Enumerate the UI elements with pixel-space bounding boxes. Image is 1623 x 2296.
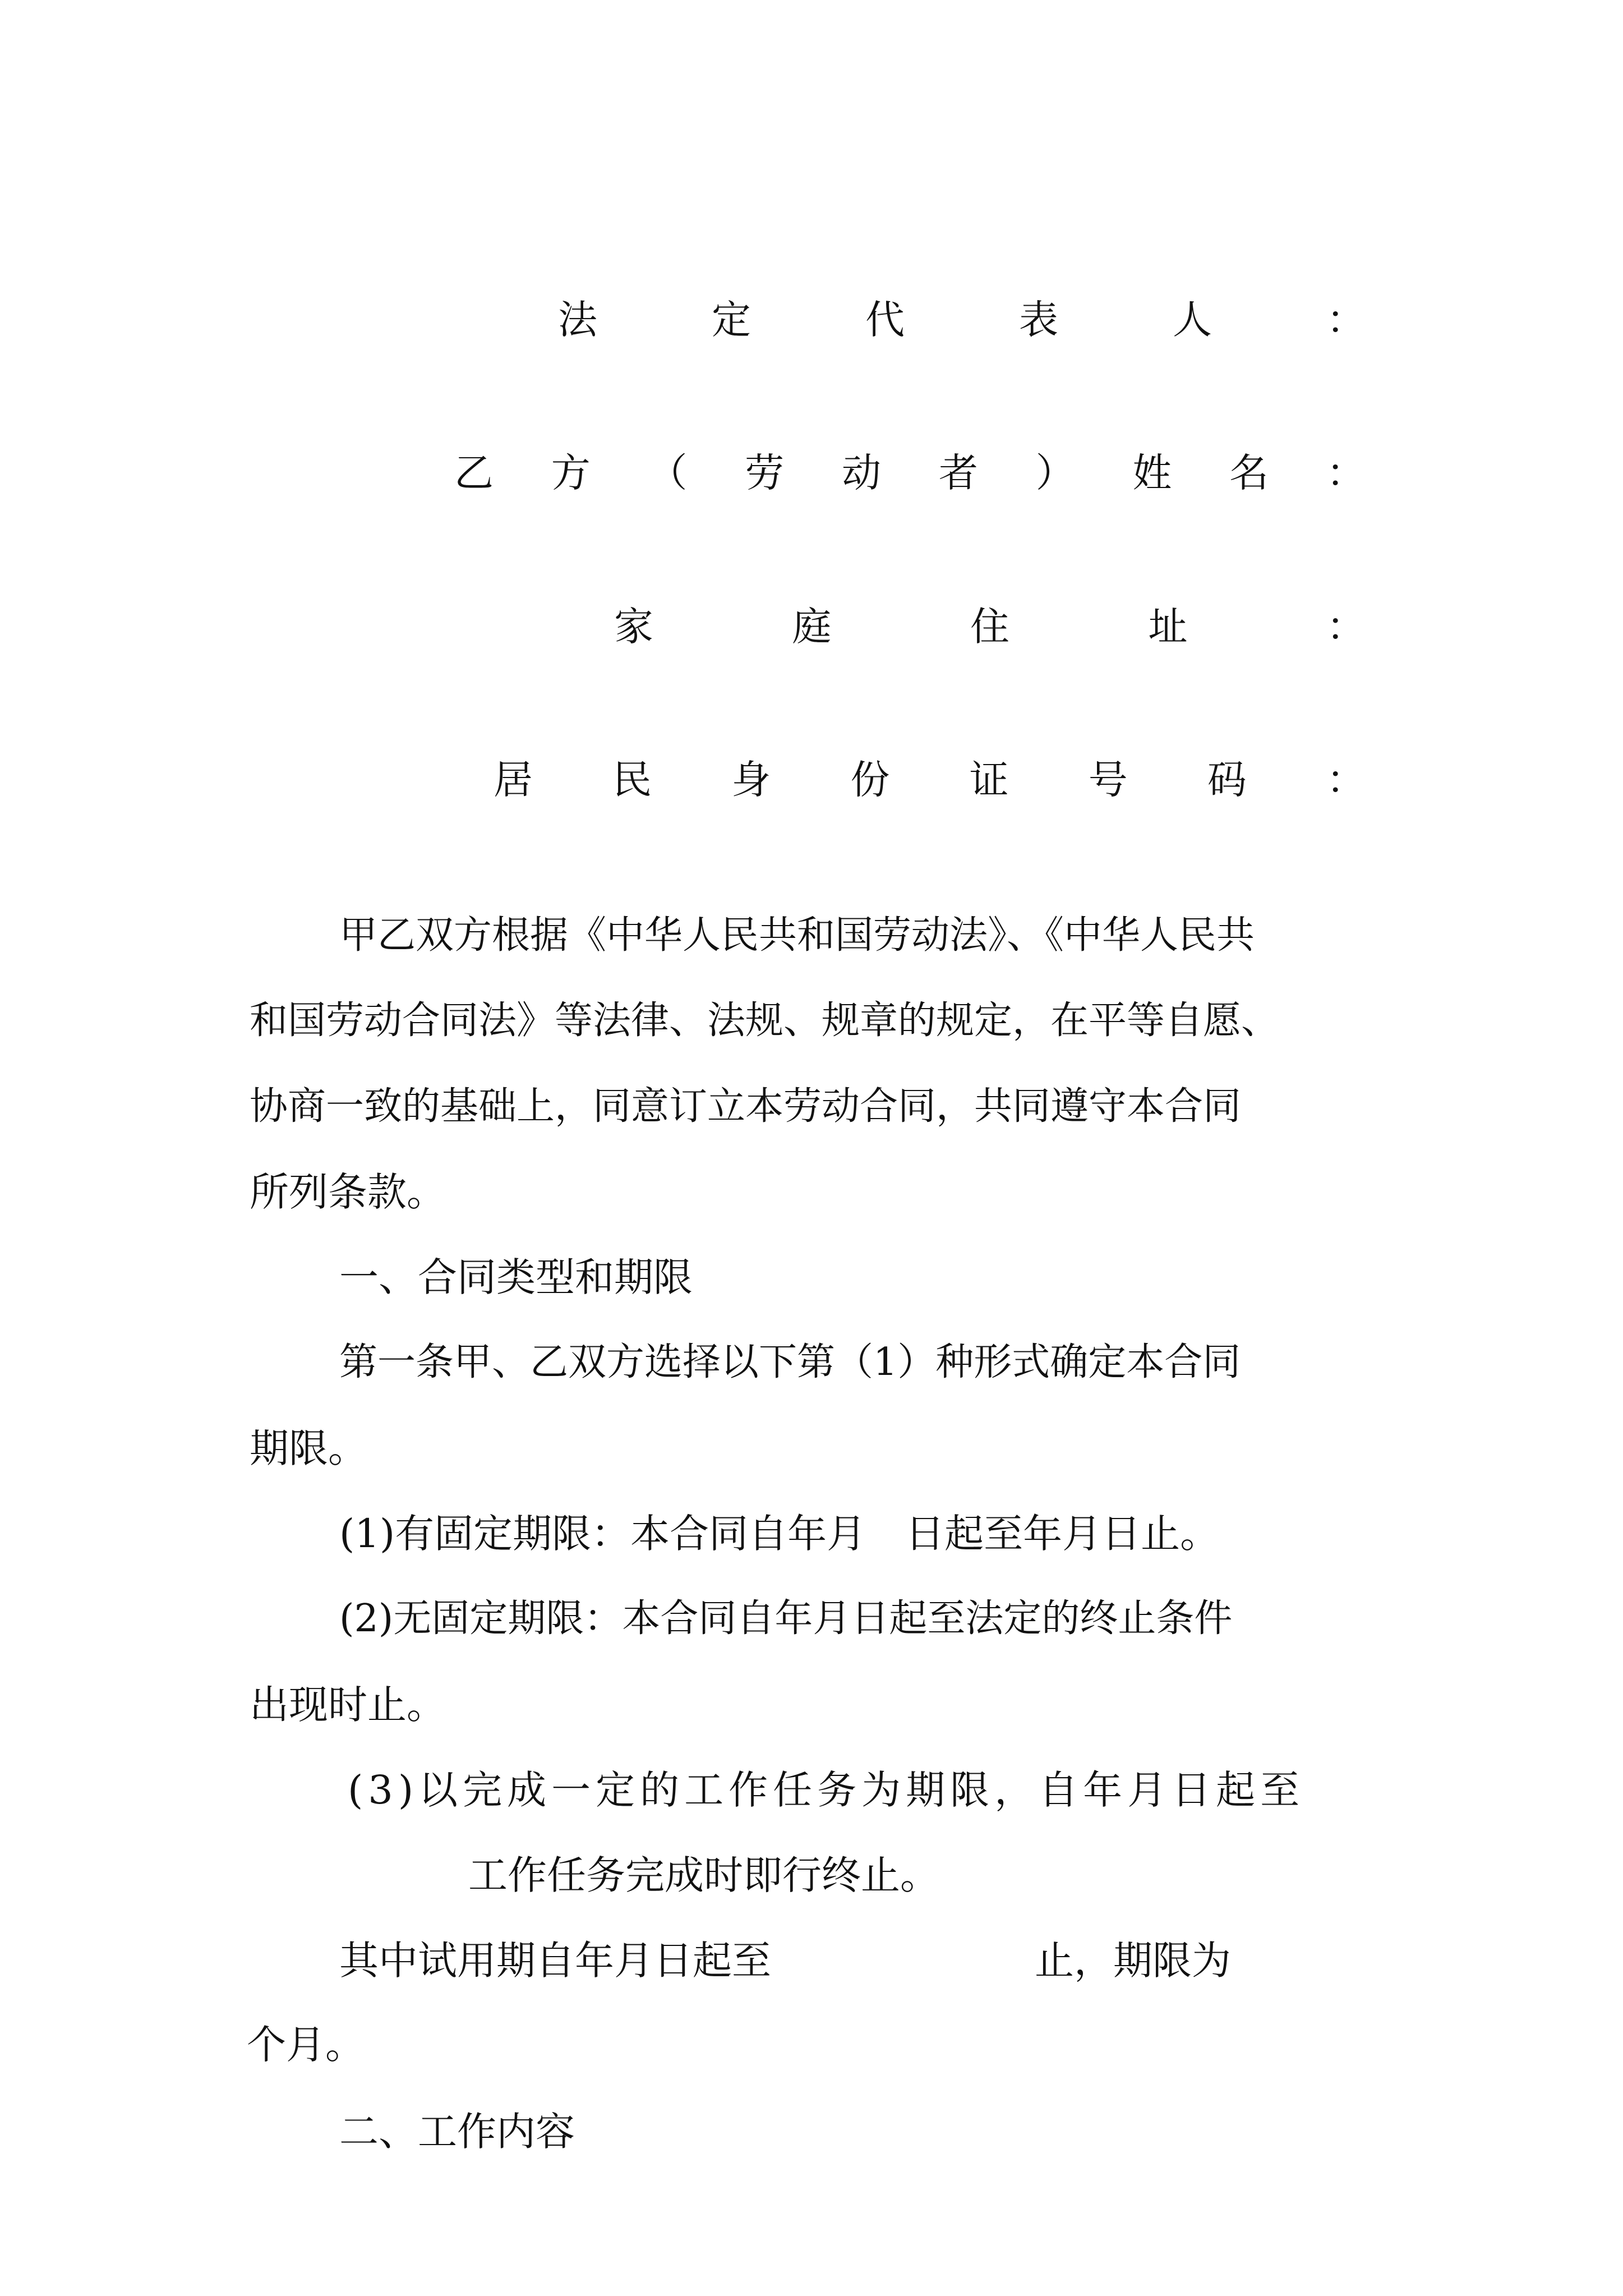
intro-line-4: 所列条款。	[250, 1169, 446, 1215]
article-1-line-2: 期限。	[250, 1425, 367, 1471]
article-1-line-1: 第一条甲、乙双方选择以下第（1）种形式确定本合同	[339, 1340, 1241, 1384]
intro-line-2: 和国劳动合同法》等法律、法规、规章的规定，在平等自愿、	[250, 999, 1280, 1043]
probation-line-2: 个月。	[247, 2022, 365, 2068]
intro-line-1: 甲乙双方根据《中华人民共和国劳动法》、《中华人民共	[339, 913, 1255, 958]
section-2-title: 二、工作内容	[339, 2109, 575, 2155]
option-3-task-term-line-2: 工作任务完成时即行终止。	[468, 1852, 939, 1898]
section-1-title: 一、合同类型和期限	[339, 1254, 693, 1300]
option-1-fixed-term: (1)有固定期限：本合同自年月 日起至年月日止。	[339, 1511, 1220, 1557]
option-3-task-term-line-1: (3)以完成一定的工作任务为期限，自年月日起至	[348, 1767, 1305, 1813]
home-address-field: 家 庭 住 址 ：	[614, 604, 1366, 650]
intro-line-3: 协商一致的基础上，同意订立本劳动合同，共同遵守本合同	[250, 1084, 1242, 1129]
probation-line-part-1: 其中试用期自年月日起至	[339, 1938, 771, 1984]
probation-line-part-2: 止，期限为	[1035, 1938, 1231, 1984]
option-2-open-ended-line-1: (2)无固定期限：本合同自年月日起至法定的终止条件	[339, 1596, 1233, 1641]
option-2-open-ended-line-2: 出现时止。	[250, 1682, 446, 1728]
legal-representative-field: 法 定 代 表 人 ：	[558, 297, 1366, 343]
party-b-name-field: 乙 方 （ 劳 动 者 ） 姓 名 ：	[454, 450, 1366, 496]
id-number-field: 居 民 身 份 证 号 码 ：	[494, 757, 1366, 803]
